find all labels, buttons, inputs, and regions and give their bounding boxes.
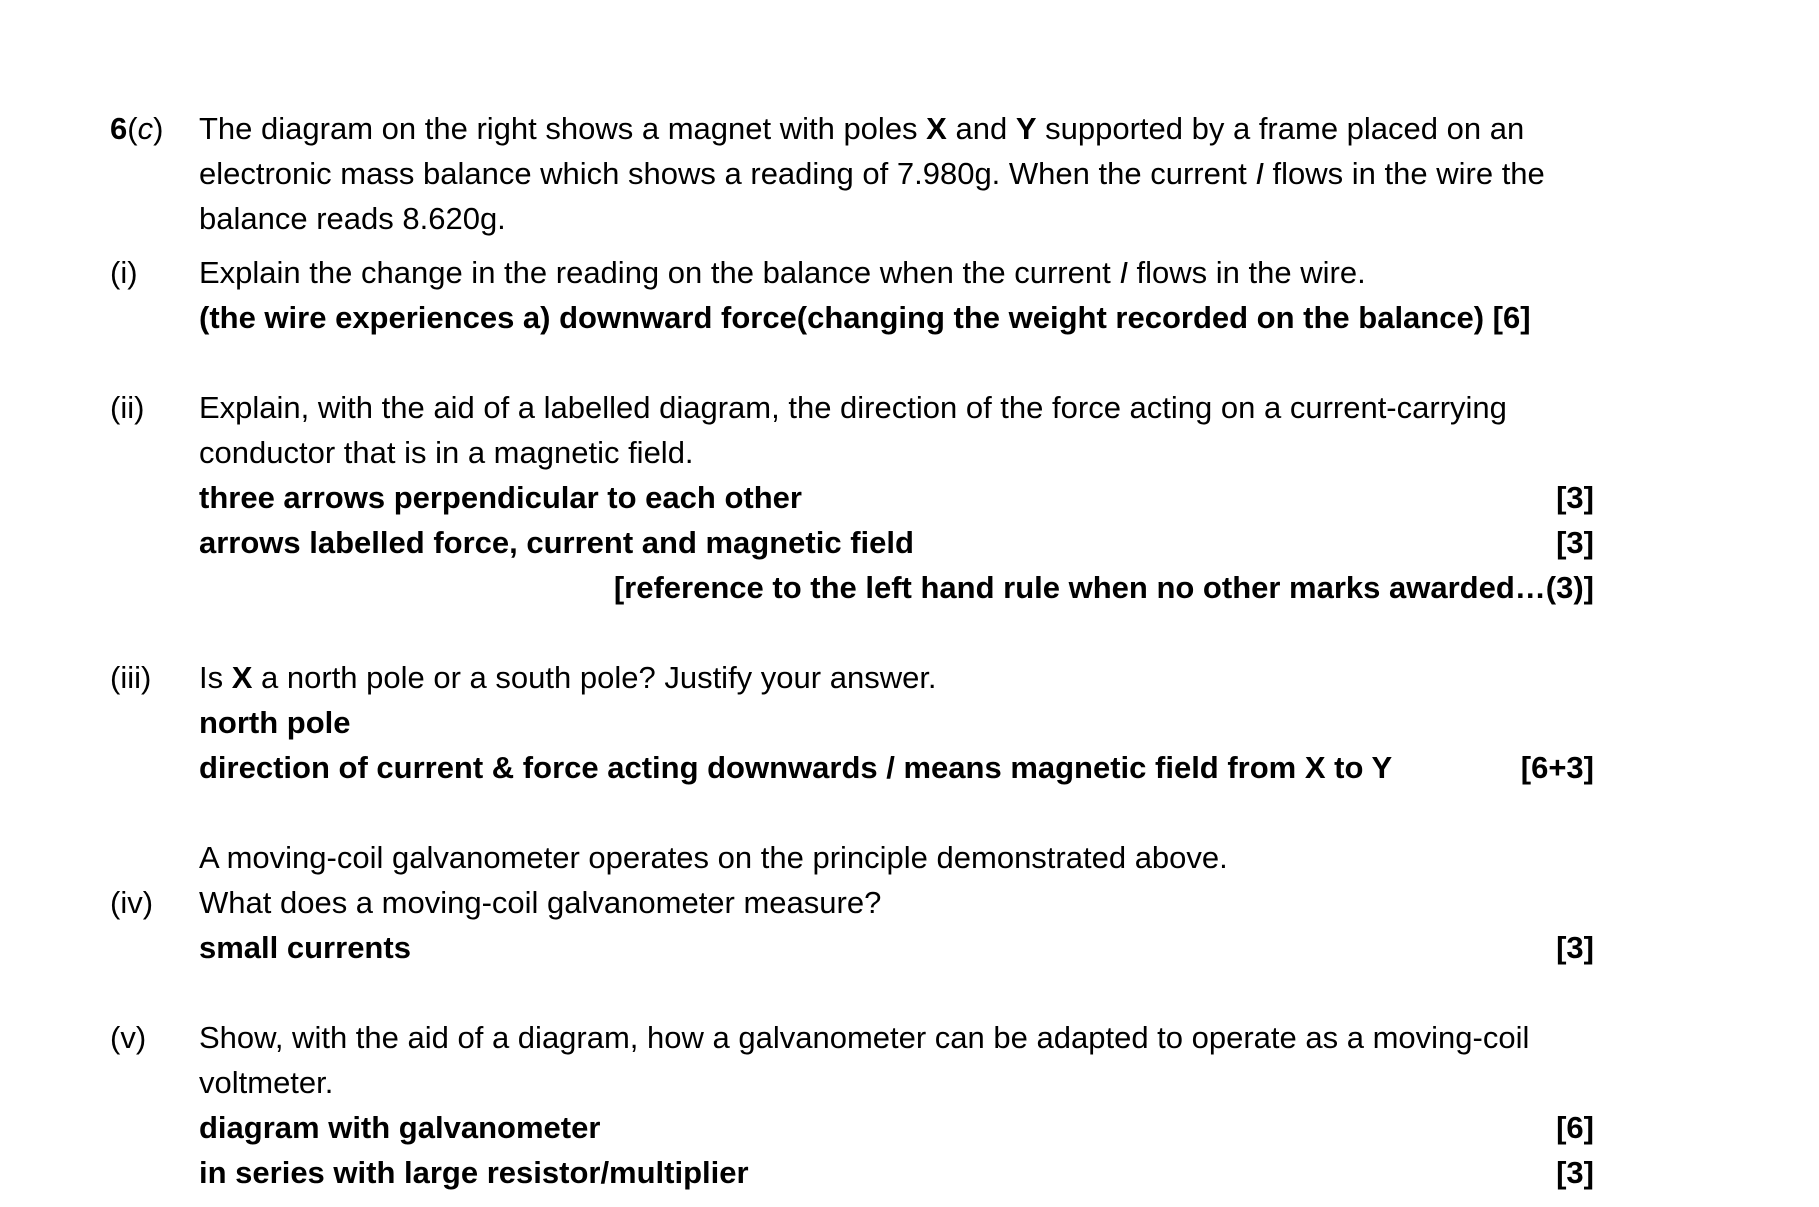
- part-v-prompt-line-2: voltmeter.: [199, 1065, 334, 1100]
- part-iii-prompt: (iii) Is X a north pole or a south pole? Justify your answer.: [110, 660, 937, 695]
- part-ii-mark-1: [3]: [1556, 480, 1594, 515]
- part-ii-answer-2: arrows labelled force, current and magnetic field [3]: [0, 520, 1819, 565]
- part-ii-prompt-line-1: (ii) Explain, with the aid of a labelled diagram, the direction of the force acting on a current-carrying: [110, 390, 1507, 425]
- part-iv-intro: A moving-coil galvanometer operates on the principle demonstrated above.: [199, 840, 1228, 875]
- part-i-answer: (the wire experiences a) downward force(changing the weight recorded on the balance) [6]: [199, 300, 1531, 335]
- part-ii-mark-2: [3]: [1556, 525, 1594, 560]
- part-i-prompt: (i) Explain the change in the reading on the balance when the current I flows in the wire.: [110, 255, 1366, 290]
- part-ii-answer-1: three arrows perpendicular to each other [3]: [0, 475, 1819, 520]
- part-iii-answer-1: north pole: [199, 705, 351, 740]
- question-intro-text-1: The diagram on the right shows a magnet with poles X and Y supported by a frame placed on an: [199, 111, 1525, 146]
- question-number: 6(c): [110, 111, 164, 146]
- part-iv-prompt: (iv) What does a moving-coil galvanometer measure?: [110, 885, 882, 920]
- part-v-mark-2: [3]: [1556, 1155, 1594, 1190]
- part-iv-answer: small currents [3]: [0, 925, 1819, 970]
- part-ii-note: [reference to the left hand rule when no other marks awarded…(3)]: [613, 570, 1594, 605]
- part-v-prompt-line-1: (v) Show, with the aid of a diagram, how a galvanometer can be adapted to operate as a moving-coil: [110, 1020, 1530, 1055]
- part-iii-answer-2: direction of current & force acting downwards / means magnetic field from X to Y [6+3]: [0, 745, 1819, 790]
- part-iii-mark: [6+3]: [1520, 750, 1594, 785]
- part-v-mark-1: [6]: [1556, 1110, 1594, 1145]
- question-intro-line-2: electronic mass balance which shows a reading of 7.980g. When the current I flows in the wire the: [199, 156, 1545, 191]
- part-ii-prompt-line-2: conductor that is in a magnetic field.: [199, 435, 694, 470]
- part-v-answer-1: diagram with galvanometer [6]: [0, 1105, 1819, 1150]
- question-intro-line-1: [0, 106, 1819, 151]
- question-intro-line-3: balance reads 8.620g.: [199, 201, 506, 236]
- part-v-answer-2: in series with large resistor/multiplier [3]: [0, 1150, 1819, 1195]
- part-iv-mark: [3]: [1556, 930, 1594, 965]
